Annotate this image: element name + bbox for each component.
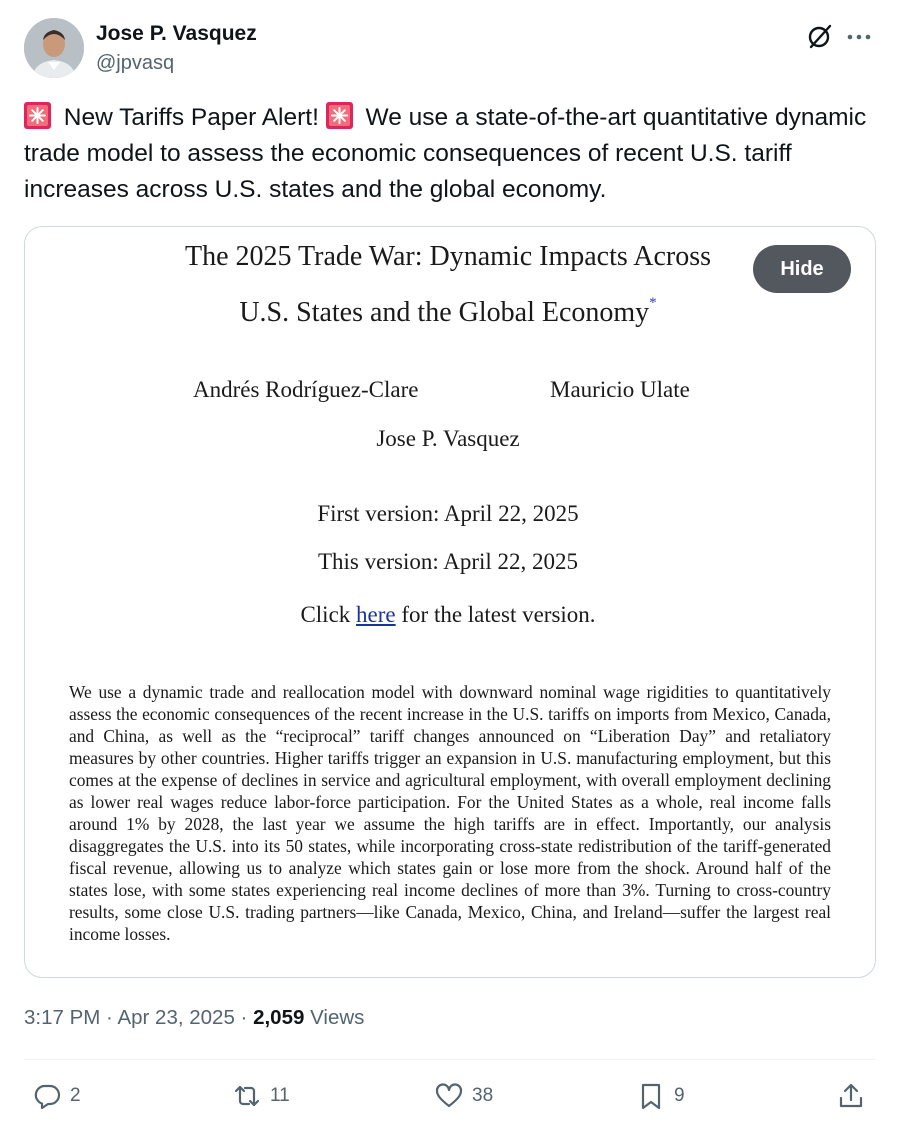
reply-icon [32,1081,62,1111]
tweet-date[interactable]: Apr 23, 2025 [117,1006,235,1029]
tweet-meta [24,1006,364,1030]
share-icon [836,1081,866,1111]
share-button[interactable] [836,1074,866,1118]
more-options-icon[interactable] [844,22,874,50]
like-button[interactable] [434,1074,493,1118]
reply-button[interactable] [32,1074,81,1118]
paper-click-suffix: for the latest version. [395,602,596,627]
paper-title-line-2-text: U.S. States and the Global Economy [239,297,650,328]
media-image[interactable] [24,226,876,978]
paper-here-link: here [356,602,396,627]
bookmark-icon [636,1081,666,1111]
views-label: Views [304,1006,365,1029]
paper-title-line-1: The 2025 Trade War: Dynamic Impacts Across [184,241,712,272]
tweet-header [24,18,876,80]
paper-abstract: We use a dynamic trade and reallocation model with downward nominal wage rigidities to quantitatively assess the economic consequences of the recent increase in the U.S. tariffs on imports from Mexico, Canada, and China, as well as the “reciprocal” tariff changes announced on “Liberation Day” and retaliatory measures by other countries. Higher tariffs trigger an expansion in U.S. manufacturing employment, but this comes at the expense of declines in service and agricultural employment, with overall employment declining as lower real wages reduce labor-force participation. For the United States as a whole, real income falls around 1% by 2028, the last year we assume the high tariffs are in effect. Importantly, our analysis disaggregates the U.S. into its 50 states, while incorporating cross-state redistribution of the tariff-generated fiscal revenue, allowing us to analyze which states gain or lose more from the shock. Around half of the states lose, with some states experiencing real income declines of more than 3%. Turning to cross-country results, some close U.S. trading partners—like Canada, Mexico, China, and Ireland—suffer the largest real income losses. [69,682,831,944]
repost-icon [232,1081,262,1111]
paper-first-version: First version: April 22, 2025 [317,501,579,526]
paper-author-2: Mauricio Ulate [550,377,690,402]
grok-icon[interactable] [806,22,834,50]
paper-first-page [25,227,875,977]
paper-title-line-2 [25,295,871,329]
paper-click-prefix: Click [300,602,357,627]
tweet-text-part-1: New Tariffs Paper Alert! [57,104,326,131]
avatar-portrait-icon [24,18,84,78]
police-light-icon [326,102,353,129]
tweet-text [24,100,874,208]
repost-button[interactable] [232,1074,290,1118]
tweet-time[interactable]: 3:17 PM [24,1006,101,1029]
paper-author-1: Andrés Rodríguez-Clare [193,377,419,402]
views-count: 2,059 [253,1006,305,1029]
author-handle[interactable]: @jpvasq [96,52,175,74]
police-light-icon [24,102,51,129]
paper-latest-version-line [25,602,871,628]
heart-icon [434,1081,464,1111]
paper-this-version: This version: April 22, 2025 [317,549,579,574]
bookmark-button[interactable] [636,1074,685,1118]
paper-author-3: Jose P. Vasquez [376,426,520,451]
reply-count: 2 [70,1085,81,1106]
action-bar [0,1074,898,1118]
paper-title-footnote-mark: * [649,295,657,311]
hide-button[interactable]: Hide [753,245,851,293]
avatar[interactable] [24,18,84,78]
repost-count: 11 [270,1085,290,1106]
author-name[interactable]: Jose P. Vasquez [96,22,257,45]
meta-separator: · [100,1006,118,1029]
bookmark-count: 9 [674,1085,685,1106]
divider [24,1059,876,1060]
tweet-text-part-2: We use a state-of-the-art quantitative dynamic trade model to assess the economic consequences of recent U.S. tariff increases across U.S. states and the global economy. [24,104,867,203]
like-count: 38 [472,1085,494,1106]
meta-separator: · [234,1006,254,1029]
